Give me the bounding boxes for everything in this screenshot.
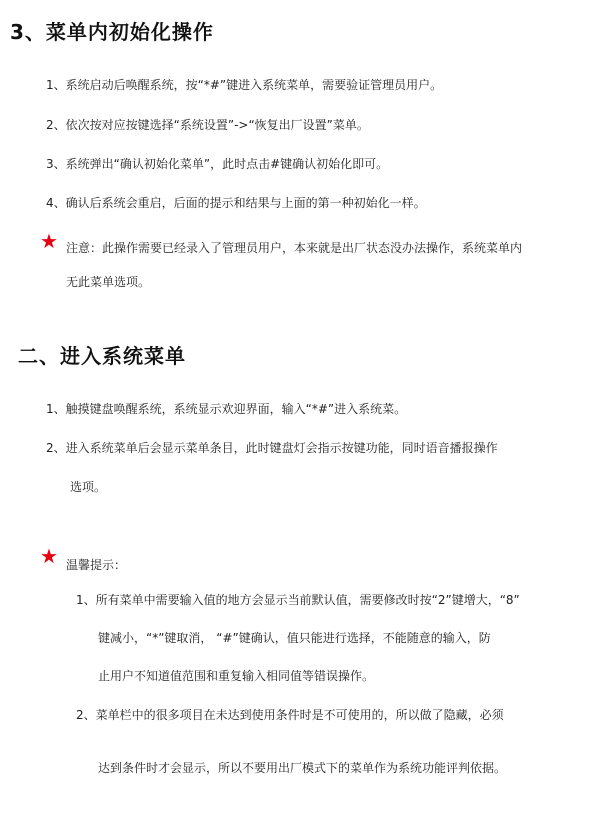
init-step-4: 4、确认后系统会重启，后面的提示和结果与上面的第一种初始化一样。	[46, 196, 426, 210]
menu-step-2-line2: 选项。	[70, 480, 107, 494]
tip-1-line2: 键减小，“*”键取消， “#”键确认，值只能进行选择，不能随意的输入，防	[98, 631, 491, 645]
star-icon: ★	[40, 544, 58, 568]
section-title-init: 3、菜单内初始化操作	[10, 20, 214, 44]
tip-1-line3: 止用户不知道值范围和重复输入相同值等错误操作。	[98, 669, 375, 683]
init-note-line1: 注意：此操作需要已经录入了管理员用户，本来就是出厂状态没办法操作，系统菜单内	[66, 241, 523, 255]
tip-2-line1: 2、菜单栏中的很多项目在未达到使用条件时是不可使用的，所以做了隐藏，必须	[76, 708, 504, 722]
tip-2-line2: 达到条件时才会显示，所以不要用出厂模式下的菜单作为系统功能评判依据。	[98, 761, 507, 775]
tips-label: 温馨提示：	[66, 558, 127, 572]
tip-1-line1: 1、所有菜单中需要输入值的地方会显示当前默认值，需要修改时按“2”键增大，“8”	[76, 593, 520, 607]
init-step-1: 1、系统启动后唤醒系统，按“*#”键进入系统菜单，需要验证管理员用户。	[46, 78, 443, 92]
init-step-3: 3、系统弹出“确认初始化菜单”，此时点击#键确认初始化即可。	[46, 157, 389, 171]
menu-step-2-line1: 2、进入系统菜单后会显示菜单条目，此时键盘灯会指示按键功能，同时语音播报操作	[46, 441, 498, 455]
init-step-2: 2、依次按对应按键选择“系统设置”->“恢复出厂设置”菜单。	[46, 118, 369, 132]
menu-step-1: 1、触摸键盘唤醒系统，系统显示欢迎界面，输入“*#”进入系统菜。	[46, 402, 407, 416]
star-icon: ★	[40, 229, 58, 253]
init-note-line2: 无此菜单选项。	[66, 275, 151, 289]
section-title-menu: 二、进入系统菜单	[18, 344, 186, 368]
